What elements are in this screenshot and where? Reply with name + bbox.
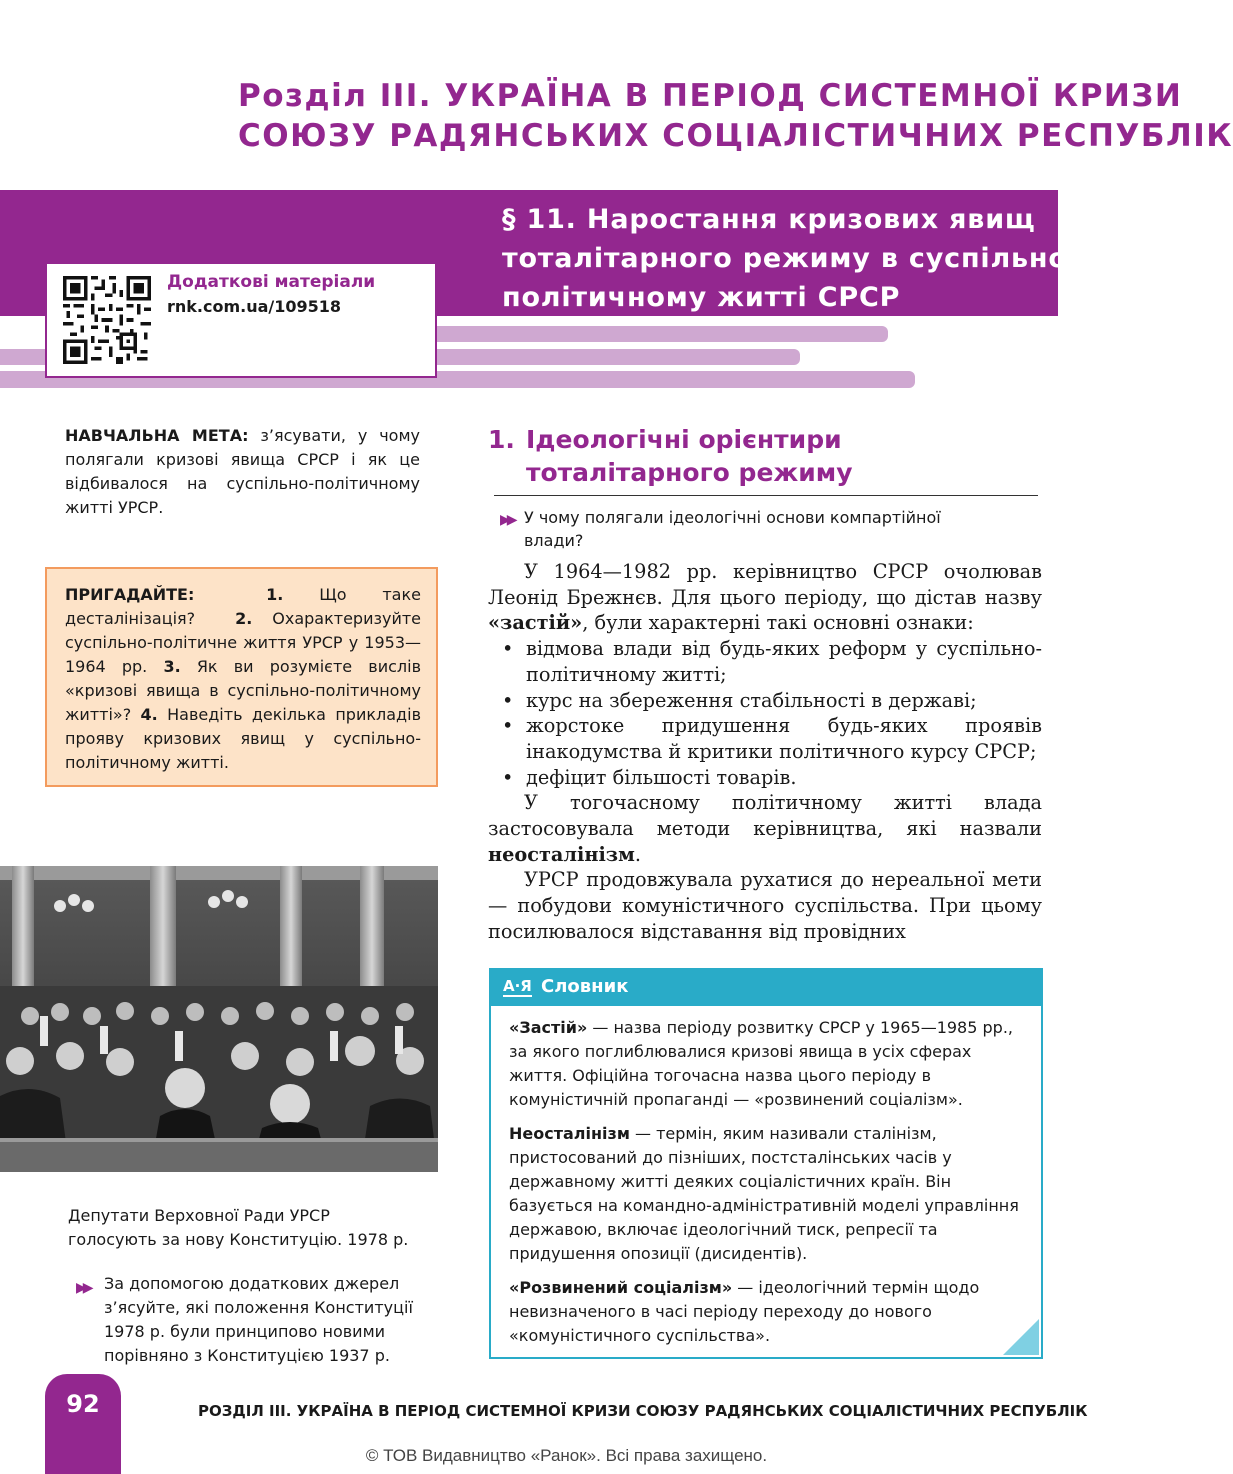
dictionary-term: «Розвинений соціалізм» <box>509 1278 733 1297</box>
double-arrow-icon: ▶▶ <box>500 512 514 528</box>
term: неосталінізм <box>488 842 635 866</box>
photo-caption <box>68 1204 428 1252</box>
section-number: 1. <box>488 425 515 454</box>
question-number: 3. <box>163 657 181 676</box>
question-number: 2. <box>235 609 253 628</box>
learning-goal-text: з’ясувати, у чому полягали кризові явища СРСР і як це відбивалося на суспільно-політичному житті УРСР. <box>65 426 420 517</box>
dictionary-body <box>509 1016 1019 1358</box>
section-heading-text: Ідеологічні орієнтири тоталітарного режиму <box>526 425 853 487</box>
running-footer: РОЗДІЛ ІІІ. УКРАЇНА В ПЕРІОД СИСТЕМНОЇ КРИЗИ СОЮЗУ РАДЯНСЬКИХ СОЦІАЛІСТИЧНИХ РЕСПУБЛІК <box>198 1402 1088 1420</box>
section-title <box>238 76 1233 156</box>
dictionary-entry <box>509 1276 1019 1348</box>
dictionary-header <box>491 970 1041 1006</box>
remember-question: Охарактеризуйте суспільно-політичне життя УРСР у 1953—1964 рр. <box>65 609 421 676</box>
task-text: За допомогою додаткових джерел з’ясуйте, які положення Конституції 1978 р. були принципово новими порівняно з Конституцією 1937 р. <box>104 1274 413 1365</box>
paragraph-title-line2: тоталітарного режиму в суспільно- <box>502 243 1080 274</box>
extra-materials-box[interactable] <box>45 262 437 378</box>
list-item: • відмова влади від будь-яких реформ у суспільно-політичному житті; <box>488 636 1042 687</box>
main-text <box>488 559 1042 945</box>
features-list <box>488 636 1042 790</box>
text-run: У тогочасному політичному житті влада застосовувала методи керівництва, які назвали <box>488 791 1042 841</box>
list-item: • дефіцит більшості товарів. <box>488 765 1042 791</box>
double-arrow-icon: ▶▶ <box>76 1280 90 1296</box>
dictionary-term: Неосталінізм <box>509 1124 630 1143</box>
dictionary-entry <box>509 1122 1019 1266</box>
paragraph-title-line3: політичному житті СРСР <box>502 282 901 313</box>
paragraph <box>488 559 1042 636</box>
paragraph-title-line1: § 11. Наростання кризових явищ <box>502 204 1036 235</box>
photo-caption-line2: голосують за нову Конституцію. 1978 р. <box>68 1230 409 1249</box>
paragraph: УРСР продовжувала рухатися до нереальної мети — побудови комуністичного суспільства. При цьому посилювалося відставання від провідних <box>488 868 1042 943</box>
text-run: У 1964—1982 рр. керівництво СРСР очолював Леонід Брежнєв. Для цього періоду, що дістав назву <box>488 560 1042 609</box>
learning-goal-label: НАВЧАЛЬНА МЕТА: <box>65 426 249 445</box>
term: «застій» <box>488 611 583 635</box>
remember-box <box>45 567 438 787</box>
paragraph <box>488 790 1042 867</box>
page-corner-icon <box>1003 1319 1039 1355</box>
page-number: 92 <box>66 1390 100 1418</box>
learning-goal <box>65 424 420 520</box>
question-number: 1. <box>266 585 284 604</box>
remember-question: Як ви розумієте вислів «кризові явища в суспільно-політичному житті»? <box>65 657 421 724</box>
dictionary-term: «Застій» <box>509 1018 588 1037</box>
extra-materials-label: Додаткові матеріали <box>167 272 376 292</box>
historical-photo <box>0 866 438 1172</box>
dictionary-definition: — назва періоду розвитку СРСР у 1965—1985 рр., за якого поглиблювалися кризові явища в усіх сферах життя. Офіційна тогочасна назва цього періоду в комуністичній пропаганді — «розвинений соціалізм». <box>509 1018 1013 1109</box>
remember-question: Наведіть декілька прикладів прояву кризових явищ у суспільно-політичному житті. <box>65 705 421 772</box>
text-run: , були характерні такі основні ознаки: <box>582 611 974 635</box>
question-number: 4. <box>140 705 158 724</box>
section-title-line1: Розділ ІІІ. УКРАЇНА В ПЕРІОД СИСТЕМНОЇ КРИЗИ <box>238 78 1183 114</box>
copyright-notice: © ТОВ Видавництво «Ранок». Всі права захищено. <box>365 1446 768 1465</box>
paragraph-title <box>502 200 1080 317</box>
extra-materials-link[interactable]: rnk.com.ua/109518 <box>167 297 342 316</box>
dictionary-definition: — термін, яким називали сталінізм, пристосований до пізніших, постсталінських часів у державному житті деяких соціалістичних країн. Він базується на командно-адміністративній моделі управління державою, включає ідеологічний тиск, репресії та придушення опозиції (дисидентів). <box>509 1124 1019 1263</box>
text-run: . <box>634 842 641 866</box>
dictionary-definition: — ідеологічний термін щодо невизначеного в часі періоду переходу до нового «комуністичного суспільства». <box>509 1278 980 1345</box>
dictionary-title: Словник <box>541 976 629 997</box>
remember-label: ПРИГАДАЙТЕ: <box>65 585 195 604</box>
list-item: • жорстоке придушення будь-яких проявів інакодумства й критики політичного курсу СРСР; <box>488 713 1042 764</box>
section-question-text: У чому полягали ідеологічні основи компартійної влади? <box>524 508 941 550</box>
list-item: • курс на збереження стабільності в державі; <box>488 688 1042 714</box>
photo-caption-line1: Депутати Верховної Ради УРСР <box>68 1206 330 1225</box>
divider <box>494 495 1038 496</box>
dictionary-entry <box>509 1016 1019 1112</box>
section-title-line2: СОЮЗУ РАДЯНСЬКИХ СОЦІАЛІСТИЧНИХ РЕСПУБЛІК <box>238 118 1233 154</box>
dictionary-box <box>489 968 1043 1359</box>
dictionary-icon: А·Я <box>503 977 532 995</box>
remember-question: Що таке десталінізація? <box>65 585 421 628</box>
remember-text <box>65 583 421 775</box>
qr-code-icon[interactable] <box>63 276 151 364</box>
decor-stripe <box>435 326 888 342</box>
